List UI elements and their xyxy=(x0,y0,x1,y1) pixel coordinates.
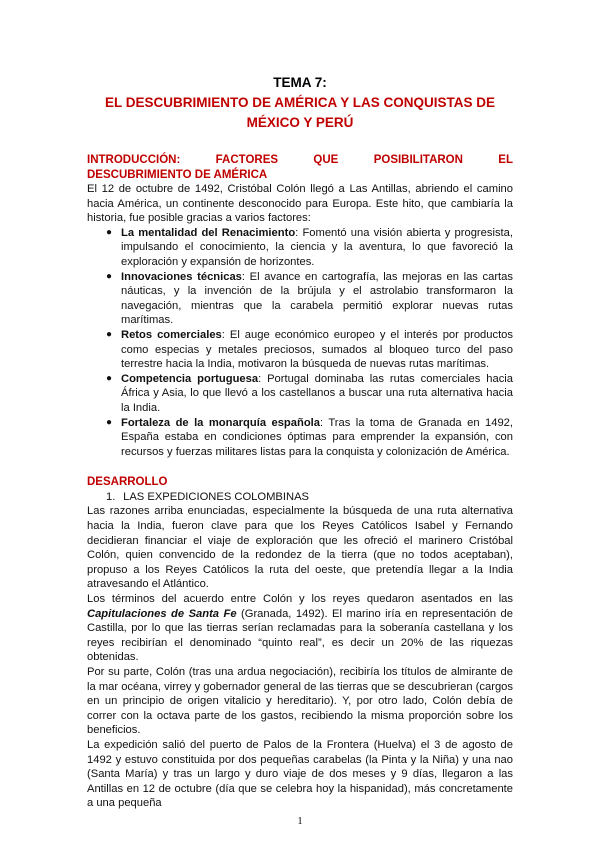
bullet-icon: ● xyxy=(106,328,113,340)
p2-after: (Granada, 1492). El marino iría en representación de Castilla, por lo que las tierras serían reclamadas para la soberanía castellana y los reyes recibirían el denominado “quinto real”, es decir un 20% de las riquezas obtenidas. xyxy=(87,607,513,664)
factor-text: : Portugal dominaba las rutas comerciales hacia África y Asia, lo que llevó a los castellanos a buscar una ruta alternativa hacia la India. xyxy=(121,372,513,414)
p2-before: Los términos del acuerdo entre Colón y los reyes quedaron asentados en las xyxy=(87,593,513,606)
factor-text: : El avance en cartografía, las mejoras en las cartas náuticas, y la invención de la brújula y el astrolabio transformaron la navegación, mientras que la carabela permitió explorar nuevas rutas marítimas. xyxy=(121,270,513,327)
intro-heading xyxy=(87,153,513,182)
factor-text: : El auge económico europeo y el interés por productos como especias y metales preciosos, sumados al bloqueo turco del paso terrestre hacia la India, motivaron la búsqueda de nuevas rutas marítimas. xyxy=(121,328,513,371)
intro-heading-word: FACTORES xyxy=(215,154,279,166)
intro-heading-word: EL xyxy=(498,154,513,166)
list-item xyxy=(87,416,513,460)
page-number: 1 xyxy=(297,815,303,827)
page-subtitle: EL DESCUBRIMIENTO DE AMÉRICA Y LAS CONQUISTAS DE MÉXICO Y PERÚ xyxy=(104,95,496,130)
intro-heading-word: INTRODUCCIÓN: xyxy=(87,154,181,166)
development-paragraph-2 xyxy=(87,592,513,665)
section-heading xyxy=(87,490,513,505)
section-title: LAS EXPEDICIONES COLOMBINAS xyxy=(123,490,309,503)
bullet-icon: ● xyxy=(106,372,113,384)
factors-list xyxy=(87,226,513,460)
document-page xyxy=(87,74,513,811)
factor-term: Competencia portuguesa xyxy=(121,372,259,385)
factor-term: Fortaleza de la monarquía española xyxy=(121,416,320,429)
list-item xyxy=(87,270,513,328)
bullet-icon: ● xyxy=(106,416,113,428)
intro-heading-line2: DESCUBRIMIENTO DE AMÉRICA xyxy=(87,168,268,181)
development-heading: DESARROLLO xyxy=(87,476,168,489)
development-paragraph-1: Las razones arriba enunciadas, especialmente la búsqueda de una ruta alternativa hacia la India, fueron clave para que los Reyes Católicos Isabel y Fernando decidieran financiar el viaje de exploración que les ofreció el marinero Cristóbal Colón, quien convencido de la redondez de la tierra (que no todos aceptaban), propuso a los Reyes Católicos la ruta del oeste, que pretendía llegar a la India atravesando el Atlántico. xyxy=(87,505,513,591)
list-item xyxy=(87,226,513,270)
section-number: 1. xyxy=(106,490,116,503)
bullet-icon: ● xyxy=(106,270,113,282)
development-paragraph-4: La expedición salió del puerto de Palos de la Frontera (Huelva) el 3 de agosto de 1492 y estuvo constituida por dos pequeñas carabelas (la Pinta y la Niña) y una nao (Santa María) y tras un largo y duro viaje de dos meses y 9 días, llegaron a las Antillas en 12 de octubre (día que se celebra hoy la hispanidad), más concretamente a una pequeña xyxy=(87,738,513,810)
factor-text: : Fomentó una visión abierta y progresista, impulsando el conocimiento, la ciencia y la aventura, lo que favoreció la exploración y expansión de horizontes. xyxy=(121,226,513,268)
factor-term: Retos comerciales xyxy=(121,328,222,341)
intro-heading-word: POSIBILITARON xyxy=(373,154,463,166)
intro-heading-word: QUE xyxy=(313,154,339,166)
factor-term: La mentalidad del Renacimiento xyxy=(121,226,296,239)
capitulaciones-term: Capitulaciones de Santa Fe xyxy=(87,607,237,620)
factor-text: : Tras la toma de Granada en 1492, España estaba en condiciones óptimas para emprender la expansión, con recursos y fuerzas militares listas para la conquista y colonización de América. xyxy=(121,416,513,458)
page-title: TEMA 7: xyxy=(273,75,327,90)
factor-term: Innovaciones técnicas xyxy=(121,270,242,283)
list-item xyxy=(87,372,513,416)
development-paragraph-3: Por su parte, Colón (tras una ardua negociación), recibiría los títulos de almirante de la mar océana, virrey y gobernador general de las tierras que se descubrieran (cargos en un principio de origen vitalicio y hereditario). Y, por otro lado, Colón debía de correr con la octava parte de los gastos, recibiendo la misma proporción sobre los beneficios. xyxy=(87,666,513,737)
list-item xyxy=(87,328,513,372)
intro-paragraph: El 12 de octubre de 1492, Cristóbal Colón llegó a Las Antillas, abriendo el camino hacia América, un continente desconocido para Europa. Este hito, que cambiaría la historia, fue posible gracias a varios factores: xyxy=(87,183,513,225)
bullet-icon: ● xyxy=(106,226,113,238)
